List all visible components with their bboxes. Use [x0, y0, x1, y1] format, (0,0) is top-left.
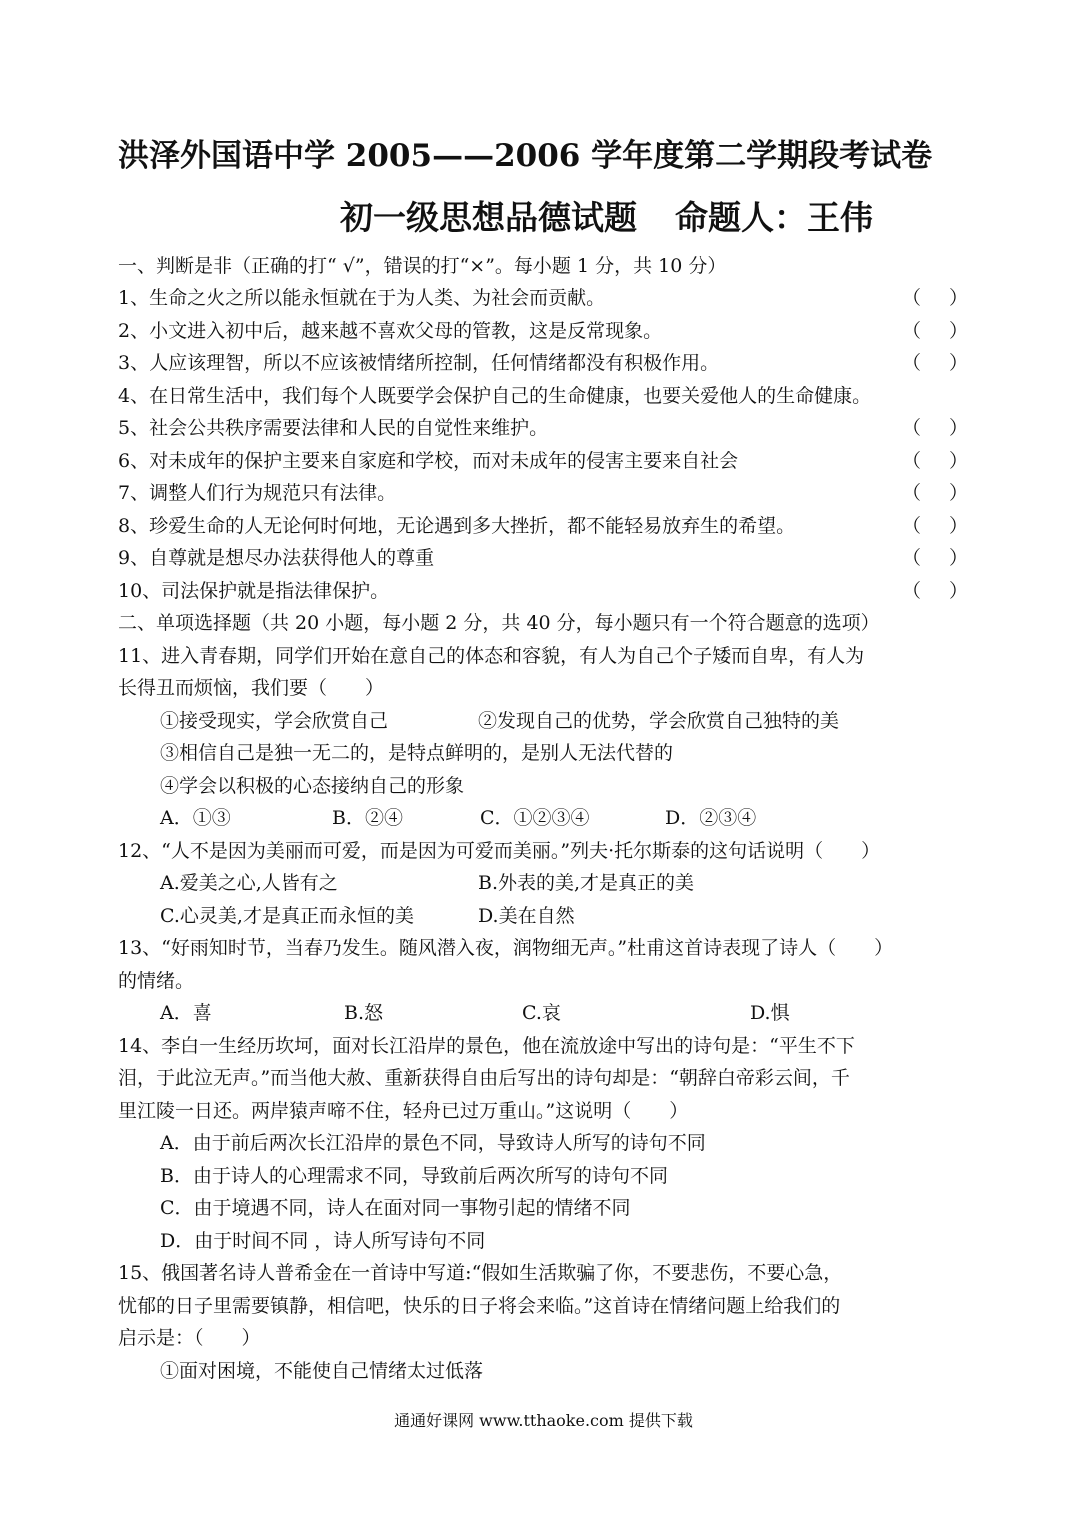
- author-label: 命题人：王伟: [675, 198, 873, 237]
- question-item: 3、人应该理智，所以不应该被情绪所控制，任何情绪都没有积极作用。 （ ）: [118, 347, 970, 379]
- option-b: B．由于诗人的心理需求不同，导致前后两次所写的诗句不同: [160, 1165, 668, 1187]
- question-item: 7、调整人们行为规范只有法律。 （ ）: [118, 477, 970, 509]
- option-d: D．由于时间不同 ，诗人所写诗句不同: [160, 1230, 486, 1252]
- question-text: 里江陵一日还。两岸猿声啼不住，轻舟已过万重山。”这说明（ ）: [118, 1100, 689, 1122]
- option-d: D．②③④: [665, 807, 757, 829]
- exam-title: 洪泽外国语中学 2005——2006 学年度第二学期段考试卷: [118, 138, 933, 174]
- option-a: A．①③: [160, 807, 231, 829]
- section-heading: 二、单项选择题（共 20 小题，每小题 2 分，共 40 分，每小题只有一个符合题意的选项）: [118, 612, 880, 634]
- question-text: 12、“人不是因为美丽而可爱，而是因为可爱而美丽。”列夫·托尔斯泰的这句话说明（ ）: [118, 840, 881, 862]
- option-b: B.外表的美,才是真正的美: [478, 872, 695, 894]
- question-text: 泪，于此泣无声。”而当他大赦、重新获得自由后写出的诗句却是：“朝辞白帝彩云间，千: [118, 1067, 850, 1089]
- question-text: 14、李白一生经历坎坷，面对长江沿岸的景色，他在流放途中写出的诗句是：“平生不下: [118, 1035, 855, 1057]
- answer-blank: （ ）: [902, 287, 968, 309]
- answer-blank: （ ）: [902, 580, 968, 602]
- statement-row: [160, 705, 970, 737]
- question-item: 1、生命之火之所以能永恒就在于为人类、为社会而贡献。 （ ）: [118, 282, 970, 314]
- question-text: 启示是：（ ）: [118, 1327, 261, 1349]
- question-item: 9、自尊就是想尽办法获得他人的尊重 （ ）: [118, 542, 970, 574]
- section-heading: 一、判断是非（正确的打“ √”，错误的打“×”。每小题 1 分，共 10 分）: [118, 255, 727, 277]
- answer-blank: （ ）: [902, 417, 968, 439]
- download-footer: 通通好课网 www.tthaoke.com 提供下载: [394, 1411, 693, 1430]
- question-item: 8、珍爱生命的人无论何时何地，无论遇到多大挫折，都不能轻易放弃生的希望。 （ ）: [118, 510, 970, 542]
- question-text: 长得丑而烦恼，我们要（ ）: [118, 677, 385, 699]
- statement: ①面对困境，不能使自己情绪太过低落: [160, 1360, 484, 1382]
- option-d: D.美在自然: [478, 905, 575, 927]
- question-item: 4、在日常生活中，我们每个人既要学会保护自己的生命健康，也要关爱他人的生命健康。: [118, 385, 872, 407]
- answer-blank: （ ）: [902, 482, 968, 504]
- option-b: B.怒: [344, 1002, 384, 1024]
- option-c: C．①②③④: [480, 807, 590, 829]
- option-c: C．由于境遇不同，诗人在面对同一事物引起的情绪不同: [160, 1197, 631, 1219]
- options-row: [160, 900, 970, 932]
- question-text: 15、俄国著名诗人普希金在一首诗中写道:“假如生活欺骗了你，不要悲伤，不要心急，: [118, 1262, 843, 1284]
- question-item: 6、对未成年的保护主要来自家庭和学校，而对未成年的侵害主要来自社会 （ ）: [118, 445, 970, 477]
- answer-blank: （ ）: [902, 547, 968, 569]
- option-b: B．②④: [332, 807, 403, 829]
- options-row: [160, 997, 970, 1029]
- question-item: 10、司法保护就是指法律保护。 （ ）: [118, 575, 970, 607]
- answer-blank: （ ）: [902, 515, 968, 537]
- answer-blank: （ ）: [902, 320, 968, 342]
- question-text: 11、进入青春期，同学们开始在意自己的体态和容貌，有人为自己个子矮而自卑，有人为: [118, 645, 865, 667]
- statement: ②发现自己的优势，学会欣赏自己独特的美: [478, 710, 840, 732]
- question-item: 5、社会公共秩序需要法律和人民的自觉性来维护。 （ ）: [118, 412, 970, 444]
- statement: ④学会以积极的心态接纳自己的形象: [160, 775, 465, 797]
- answer-blank: （ ）: [902, 450, 968, 472]
- question-item: 2、小文进入初中后，越来越不喜欢父母的管教，这是反常现象。 （ ）: [118, 315, 970, 347]
- option-c: C.哀: [522, 1002, 561, 1024]
- option-a: A．由于前后两次长江沿岸的景色不同，导致诗人所写的诗句不同: [160, 1132, 706, 1154]
- statement: ①接受现实，学会欣赏自己: [160, 710, 389, 732]
- option-c: C.心灵美,才是真正而永恒的美: [160, 905, 414, 927]
- option-d: D.惧: [750, 1002, 790, 1024]
- statement: ③相信自己是独一无二的，是特点鲜明的，是别人无法代替的: [160, 742, 674, 764]
- question-text: 13、“好雨知时节，当春乃发生。随风潜入夜，润物细无声。”杜甫这首诗表现了诗人（ ）: [118, 937, 894, 959]
- option-a: A．喜: [160, 1002, 212, 1024]
- answer-blank: （ ）: [902, 352, 968, 374]
- options-row: [160, 802, 970, 834]
- option-a: A.爱美之心,人皆有之: [160, 872, 338, 894]
- options-row: [160, 867, 970, 899]
- subject-label: 初一级思想品德试题: [340, 198, 637, 237]
- question-text: 忧郁的日子里需要镇静，相信吧，快乐的日子将会来临。”这首诗在情绪问题上给我们的: [118, 1295, 841, 1317]
- exam-subtitle: [340, 192, 960, 239]
- question-text: 的情绪。: [118, 970, 195, 992]
